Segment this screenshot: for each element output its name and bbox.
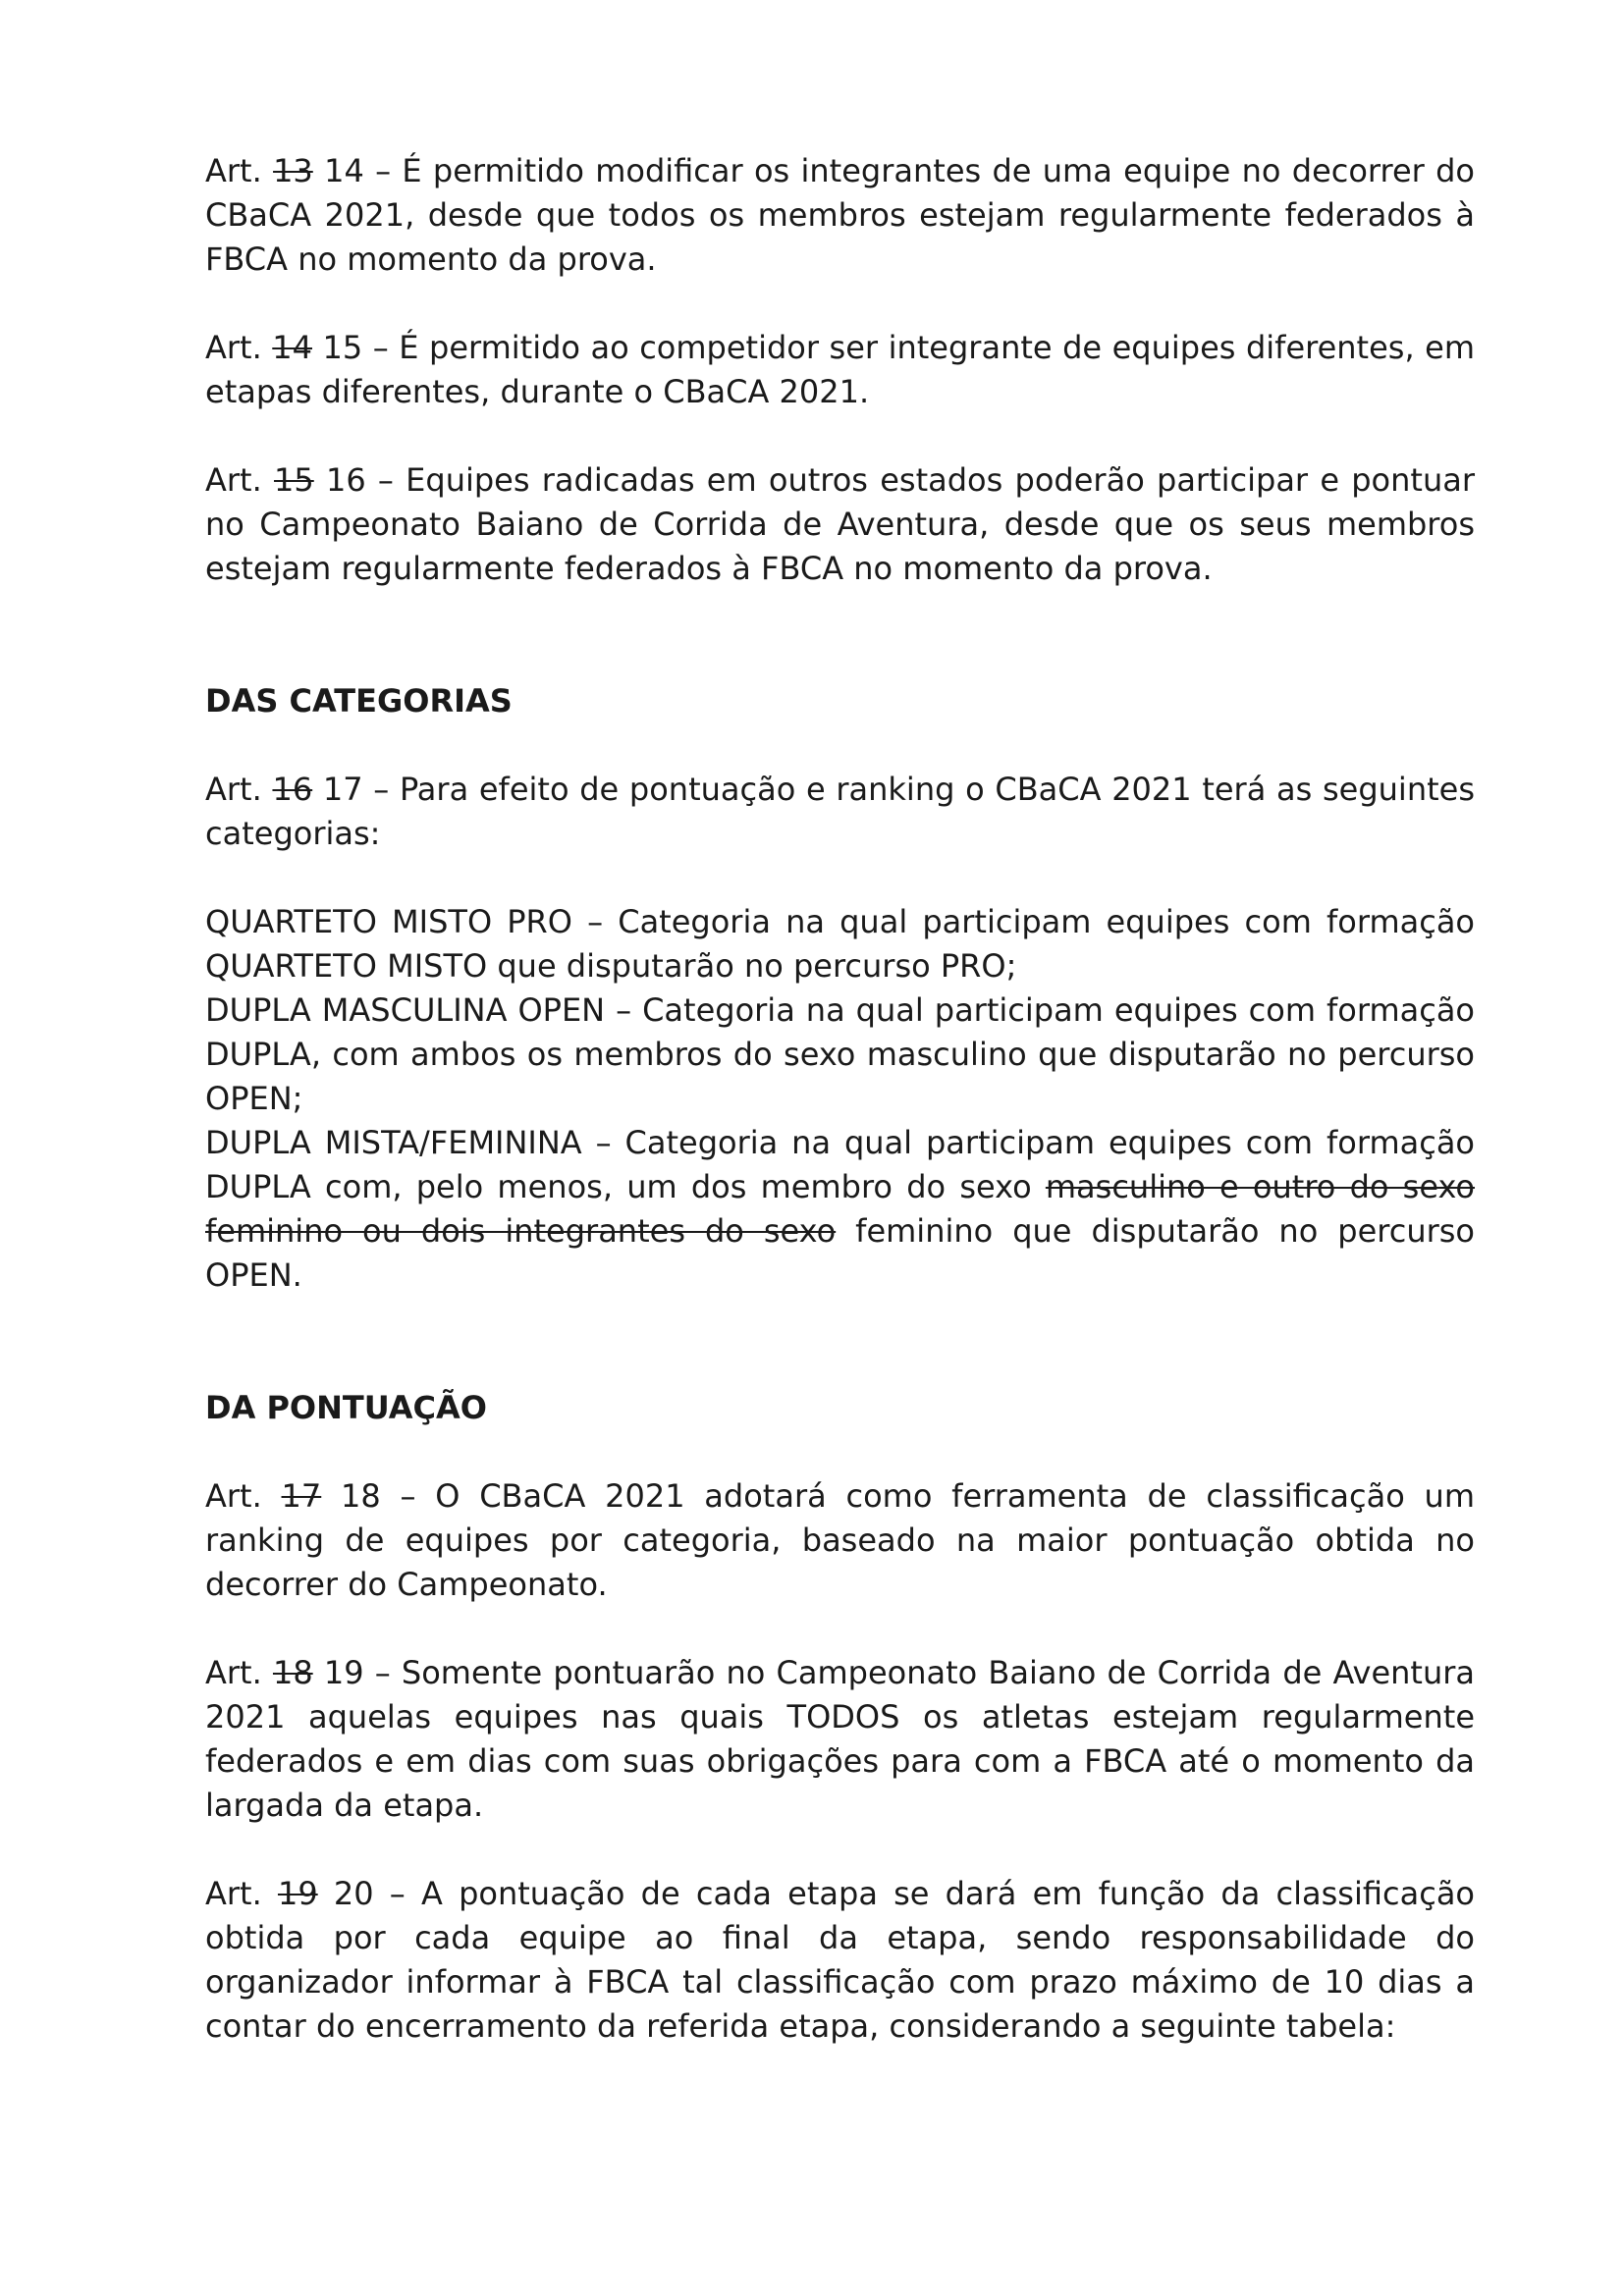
- article-19: [205, 1651, 1475, 1828]
- article-text: 20 – A pontuação de cada etapa se dará em função da classificação obtida por cada equipe ao final da etapa, sendo responsabilidade do organizador informar à FBCA tal classificação com prazo máximo de 10 dias a contar do encerramento da referida etapa, considerando a seguinte tabela:: [205, 1875, 1476, 2045]
- article-prefix: Art.: [205, 1654, 262, 1691]
- document-body: [205, 149, 1475, 2049]
- struck-old-number: 19: [277, 1875, 318, 1912]
- category-dupla-masculina-open: DUPLA MASCULINA OPEN – Categoria na qual participam equipes com formação DUPLA, com ambos os membros do sexo masculino que disputarão no percurso OPEN;: [205, 991, 1475, 1117]
- article-text: 18 – O CBaCA 2021 adotará como ferramenta de classificação um ranking de equipes por categoria, baseado na maior pontuação obtida no decorrer do Campeonato.: [205, 1477, 1476, 1603]
- struck-text: masculino e outro do sexo feminino ou dois integrantes do sexo: [205, 1168, 1476, 1250]
- article-17: [205, 768, 1475, 856]
- category-quarteto-misto-pro: QUARTETO MISTO PRO – Categoria na qual participam equipes com formação QUARTETO MISTO que disputarão no percurso PRO;: [205, 903, 1475, 985]
- section-heading-pontuacao: DA PONTUAÇÃO: [205, 1389, 487, 1426]
- struck-old-number: 18: [272, 1654, 313, 1691]
- category-text: DUPLA MISTA/FEMININA – Categoria na qual participam equipes com formação DUPLA com, pelo menos, um dos membro do sexo: [205, 1124, 1475, 1205]
- article-text: 17 – Para efeito de pontuação e ranking o CBaCA 2021 terá as seguintes categorias:: [205, 771, 1476, 852]
- article-text: 14 – É permitido modificar os integrantes de uma equipe no decorrer do CBaCA 2021, desde que todos os membros estejam regularmente federados à FBCA no momento da prova.: [205, 152, 1475, 278]
- article-text: 19 – Somente pontuarão no Campeonato Baiano de Corrida de Aventura 2021 aquelas equipes nas quais TODOS os atletas estejam regularmente federados e em dias com suas obrigações para com a FBCA até o momento da largada da etapa.: [205, 1654, 1476, 1824]
- section-heading-categorias: DAS CATEGORIAS: [205, 682, 513, 720]
- article-prefix: Art.: [205, 1477, 262, 1515]
- article-16: [205, 458, 1475, 591]
- struck-old-number: 16: [272, 771, 313, 808]
- article-prefix: Art.: [205, 771, 262, 808]
- article-text: 16 – Equipes radicadas em outros estados poderão participar e pontuar no Campeonato Baiano de Corrida de Aventura, desde que os seus membros estejam regularmente federados à FBCA no momento da prova.: [205, 461, 1476, 587]
- article-text: 15 – É permitido ao competidor ser integrante de equipes diferentes, em etapas diferentes, durante o CBaCA 2021.: [205, 329, 1475, 410]
- article-20: [205, 1872, 1475, 2049]
- article-15: [205, 326, 1475, 414]
- article-prefix: Art.: [205, 461, 262, 499]
- struck-old-number: 15: [274, 461, 314, 499]
- struck-old-number: 17: [281, 1477, 322, 1515]
- struck-old-number: 13: [273, 152, 313, 189]
- article-14: [205, 149, 1475, 282]
- article-prefix: Art.: [205, 1875, 262, 1912]
- article-prefix: Art.: [205, 152, 262, 189]
- article-prefix: Art.: [205, 329, 262, 366]
- category-dupla-mista-feminina: [205, 1121, 1475, 1298]
- category-text-end: feminino que disputarão no percurso OPEN.: [205, 1212, 1476, 1294]
- article-18: [205, 1474, 1475, 1607]
- struck-old-number: 14: [272, 329, 312, 366]
